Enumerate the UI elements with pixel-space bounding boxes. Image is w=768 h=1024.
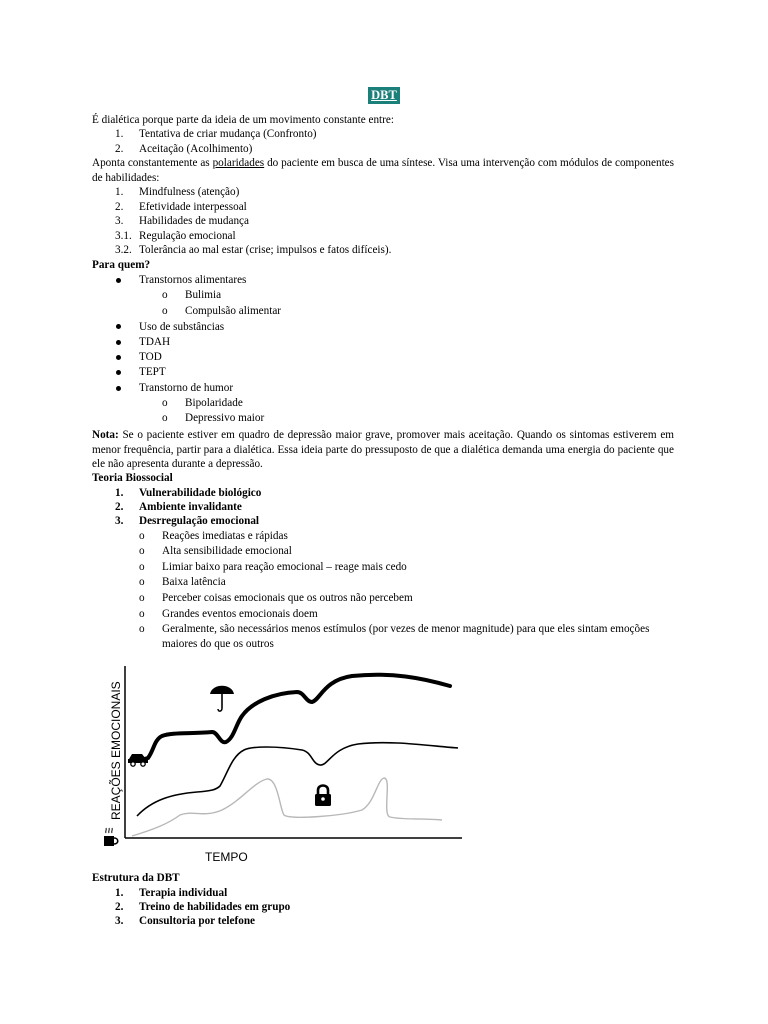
bullet-dot [116,370,121,375]
bullet-dot [116,386,121,391]
polarities-paragraph [92,156,674,185]
polarities-text-before: Aponta constantemente as [92,157,213,169]
circle-bullet: o [139,545,145,557]
module-number: 3. [115,215,124,227]
list-item: Compulsão alimentar [185,305,282,317]
y-axis-label: REAÇÕES EMOCIONAIS [109,681,123,820]
note-text: Se o paciente estiver em quadro de depressão maior grave, promover mais aceitação. Quando os sintomas estiverem em menor frequência, partir para a dialética. Essa ideia parte do pressuposto de que a dialética demanda uma energia do paciente que ele não apresenta durante a depressão. [92,429,674,470]
structure-heading: Estrutura da DBT [92,872,180,884]
module-number: 2. [115,201,124,213]
list-item: Bipolaridade [185,397,243,409]
polarities-text-after: do paciente em busca de uma síntese. Visa uma intervenção com módulos de componentes de habilidades: [92,157,675,184]
list-number: 1. [115,128,124,140]
list-number: 2. [115,901,124,913]
dysregulation-item: Limiar baixo para reação emocional – reage mais cedo [162,561,407,573]
page-title: DBT [368,87,400,104]
intro-text: É dialética porque parte da ideia de um movimento constante entre: [92,114,394,126]
dysregulation-item: Grandes eventos emocionais doem [162,608,318,620]
circle-bullet: o [139,608,145,620]
list-number: 2. [115,501,124,513]
circle-bullet: o [139,530,145,542]
x-axis-label: TEMPO [205,850,248,864]
circle-bullet: o [162,305,168,317]
note-label: Nota: [92,429,119,441]
list-item: Transtorno de humor [139,382,234,394]
structure-item: Consultoria por telefone [139,915,256,927]
list-item: Depressivo maior [185,412,265,424]
circle-bullet: o [139,576,145,588]
car-icon [128,754,148,766]
movement-item: Tentativa de criar mudança (Confronto) [139,128,317,140]
list-item: Uso de substâncias [139,321,225,333]
note-paragraph [92,428,674,472]
module-item: Tolerância ao mal estar (crise; impulsos e fatos difíceis). [139,244,392,256]
module-item: Mindfulness (atenção) [139,186,240,198]
circle-bullet: o [162,412,168,424]
lock-icon [315,786,331,807]
dysregulation-item-continued: maiores do que os outros [162,638,274,650]
module-item: Habilidades de mudança [139,215,249,227]
module-item: Efetividade interpessoal [139,201,247,213]
bullet-dot [116,278,121,283]
list-item: TDAH [139,336,171,348]
module-item: Regulação emocional [139,230,236,242]
circle-bullet: o [139,561,145,573]
list-number: 3. [115,515,124,527]
dysregulation-item: Reações imediatas e rápidas [162,530,288,542]
low-reaction-curve [132,778,442,836]
list-number: 1. [115,887,124,899]
module-number: 3.1. [115,230,132,242]
dysregulation-item: Baixa latência [162,576,226,588]
list-number: 2. [115,143,124,155]
polarities-underlined: polaridades [212,157,265,169]
bullet-dot [116,355,121,360]
list-item: Transtornos alimentares [139,274,247,286]
biosocial-item: Ambiente invalidante [139,501,242,513]
list-number: 1. [115,487,124,499]
umbrella-icon [210,686,234,711]
coffee-cup-icon [104,828,118,846]
module-number: 3.2. [115,244,132,256]
dysregulation-item: Alta sensibilidade emocional [162,545,292,557]
list-item: TEPT [139,366,166,378]
biosocial-item: Desrregulação emocional [139,515,260,527]
circle-bullet: o [139,623,145,635]
bullet-dot [116,340,121,345]
circle-bullet: o [162,289,168,301]
medium-reaction-curve [137,743,458,816]
list-item: Bulimia [185,289,222,301]
list-item: TOD [139,351,162,363]
biosocial-heading: Teoria Biossocial [92,472,173,484]
dysregulation-item: Perceber coisas emocionais que os outros não percebem [162,592,413,604]
circle-bullet: o [162,397,168,409]
structure-item: Treino de habilidades em grupo [139,901,291,913]
for-whom-heading: Para quem? [92,259,151,271]
bullet-dot [116,324,121,329]
module-number: 1. [115,186,124,198]
title-row [0,87,768,104]
movement-item: Aceitação (Acolhimento) [139,143,253,155]
dysregulation-item: Geralmente, são necessários menos estímulos (por vezes de menor magnitude) para que eles sintam emoções [162,623,650,635]
structure-item: Terapia individual [139,887,228,899]
biosocial-item: Vulnerabilidade biológico [139,487,262,499]
list-number: 3. [115,915,124,927]
emotional-reactions-figure [92,660,472,870]
circle-bullet: o [139,592,145,604]
